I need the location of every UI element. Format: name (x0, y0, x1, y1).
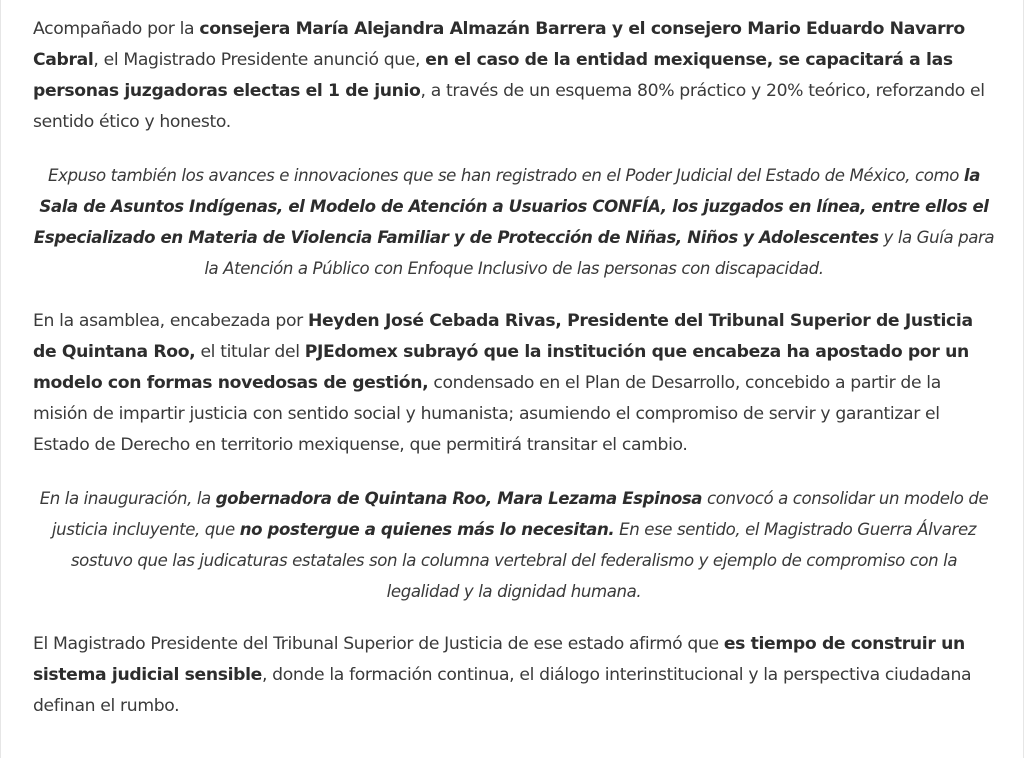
text-segment: , a través de un esquema 80% práctico y 20% teórico, reforzando el sentido ético y honesto. (33, 81, 985, 132)
article-body (33, 14, 995, 744)
bold-segment: no postergue a quienes más lo necesitan. (239, 520, 615, 539)
paragraph-judicial-system (33, 629, 995, 722)
bold-segment: la Sala de Asuntos Indígenas, el Modelo de Atención a Usuarios CONFÍA, los juzgados en línea, entre ellos el Especializado en Materia de Violencia Familiar y de Protección de Niñas, Niños y Adolescentes (33, 166, 989, 247)
text-segment: condensado en el Plan de Desarrollo, concebido a partir de la misión de impartir justicia con sentido social y humanista; asumiendo el compromiso de servir y garantizar el Estado de Derecho en territorio mexiquense, que permitirá transitar el cambio. (33, 373, 941, 455)
paragraph-inauguration-quote (33, 483, 995, 607)
bold-segment: consejera María Alejandra Almazán Barrera y el consejero Mario Eduardo Navarro Cabral (33, 19, 965, 70)
bold-segment: gobernadora de Quintana Roo, Mara Lezama Espinosa (215, 489, 703, 508)
text-segment: Acompañado por la (33, 19, 200, 39)
text-segment: En la inauguración, la (39, 489, 216, 508)
text-segment: En ese sentido, el Magistrado Guerra Álvarez sostuvo que las judicaturas estatales son la columna vertebral del federalismo y ejemplo de compromiso con la legalidad y la dignidad humana. (70, 520, 977, 601)
text-segment: , donde la formación continua, el diálogo interinstitucional y la perspectiva ciudadana definan el rumbo. (33, 665, 972, 716)
bold-segment: en el caso de la entidad mexiquense, se capacitará a las personas juzgadoras electas el 1 de junio (33, 50, 953, 101)
text-segment: convocó a consolidar un modelo de justicia incluyente, que (51, 489, 989, 539)
text-segment: , el Magistrado Presidente anunció que, (93, 50, 426, 70)
text-segment: El Magistrado Presidente del Tribunal Superior de Justicia de ese estado afirmó que (33, 634, 724, 654)
bold-segment: es tiempo de construir un sistema judicial sensible (33, 634, 965, 685)
paragraph-training (33, 14, 995, 138)
text-segment: y la Guía para la Atención a Público con Enfoque Inclusivo de las personas con discapacidad. (204, 228, 995, 278)
paragraph-assembly (33, 306, 995, 461)
paragraph-innovations-quote (33, 160, 995, 284)
text-segment: Expuso también los avances e innovaciones que se han registrado en el Poder Judicial del Estado de México, como (47, 166, 964, 185)
bold-segment: PJEdomex subrayó que la institución que encabeza ha apostado por un modelo con formas novedosas de gestión, (33, 342, 969, 393)
text-segment: En la asamblea, encabezada por (33, 311, 308, 331)
text-segment: el titular del (195, 342, 305, 362)
bold-segment: Heyden José Cebada Rivas, Presidente del Tribunal Superior de Justicia de Quintana Roo, (33, 311, 973, 362)
